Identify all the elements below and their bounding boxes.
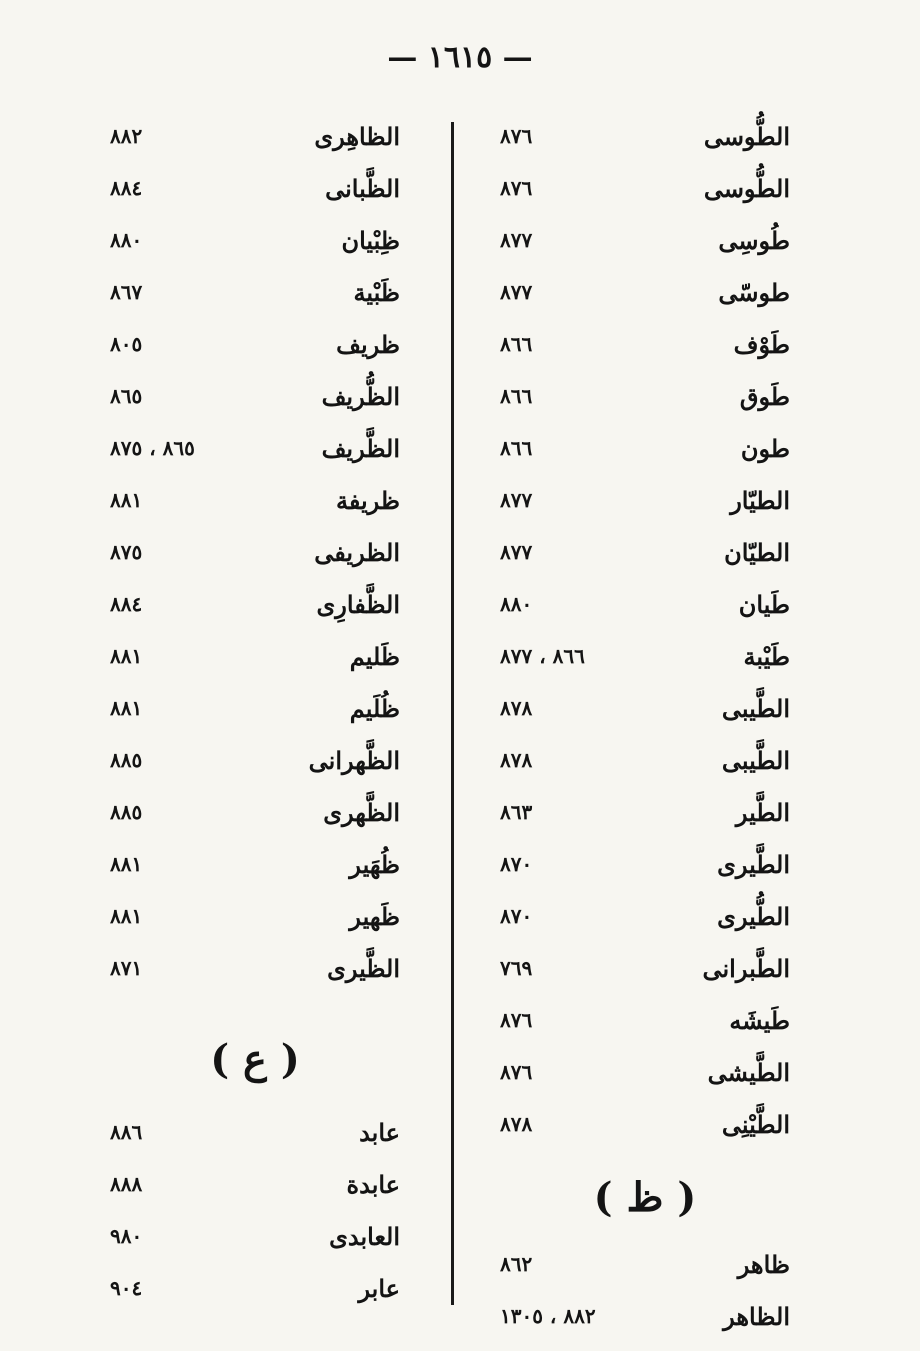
entry-name: ظريفة (335, 485, 400, 515)
entry-pages: ٨٧٨ (500, 696, 533, 720)
index-entry (500, 994, 790, 1046)
index-entry (500, 838, 790, 890)
entry-name: الطيّار (730, 485, 790, 515)
index-entry (110, 214, 400, 266)
entry-name: ظَبْية (353, 277, 400, 307)
entry-name: عابد (359, 1117, 400, 1147)
entry-pages: ٨٧٧ (500, 228, 533, 252)
index-entry (110, 682, 400, 734)
entry-name: ظاهر (737, 1249, 790, 1279)
entry-name: الظَّفارِى (316, 589, 400, 619)
entry-name: الظَّيرى (327, 953, 400, 983)
entry-pages: ٨٧٦ (500, 176, 533, 200)
index-entry (500, 422, 790, 474)
entry-name: ظريف (336, 329, 400, 359)
entry-pages: ٨٧٦ (500, 124, 533, 148)
entry-name: ظُهَير (349, 849, 400, 879)
entry-pages: ٨٧٨ (500, 1112, 533, 1136)
entry-pages: ٨٨٦ (110, 1120, 143, 1144)
entry-name: الطَّيرى (717, 849, 790, 879)
entry-name: العابدى (329, 1221, 400, 1251)
entry-pages: ٨٨١ (110, 488, 143, 512)
index-entry (500, 786, 790, 838)
index-entry (110, 526, 400, 578)
index-entry (110, 422, 400, 474)
entry-pages: ٨٧٠ (500, 904, 533, 928)
entry-name: الظَّبانى (325, 173, 400, 203)
index-entry (110, 318, 400, 370)
index-entry (500, 266, 790, 318)
index-entry (110, 734, 400, 786)
entry-name: الظريفى (314, 537, 400, 567)
entry-name: الطَّيبى (721, 693, 790, 723)
index-entry (110, 370, 400, 422)
entry-pages: ٨٨٢ ، ١٣٠٥ (500, 1304, 596, 1328)
index-entry (500, 526, 790, 578)
entry-name: ظُلَيم (349, 693, 400, 723)
entry-pages: ٨٨٥ (110, 748, 143, 772)
entry-name: الطَّبرانى (702, 953, 790, 983)
index-entry (110, 786, 400, 838)
index-entry (500, 1238, 790, 1290)
entry-pages: ٨٨١ (110, 852, 143, 876)
entry-pages: ٨٧٦ (500, 1008, 533, 1032)
entry-name: عابدة (346, 1169, 400, 1199)
entry-pages: ٨٨٨ (110, 1172, 143, 1196)
entry-pages: ٨٧٧ (500, 540, 533, 564)
entry-name: طُوسِى (718, 225, 790, 255)
entry-name: الطَّيشى (707, 1057, 790, 1087)
entry-pages: ٨٦٥ ، ٨٧٥ (110, 436, 195, 460)
index-entry (500, 1046, 790, 1098)
entry-pages: ٨٦٦ (500, 436, 533, 460)
entry-name: الطيّان (724, 537, 790, 567)
index-entry (110, 110, 400, 162)
entry-name: طوسّى (718, 277, 790, 307)
entry-name: طَيشَه (729, 1005, 790, 1035)
index-entry (110, 942, 400, 994)
index-entry (110, 474, 400, 526)
entry-pages: ٨٨٥ (110, 800, 143, 824)
entry-name: الظَّريف (321, 433, 400, 463)
entry-pages: ٨٨٤ (110, 592, 143, 616)
entry-pages: ٨٨١ (110, 644, 143, 668)
index-entry (500, 942, 790, 994)
index-entry (110, 1262, 400, 1314)
index-entry (500, 162, 790, 214)
entry-name: الظاهِرى (314, 121, 400, 151)
left-section-entry-list (110, 1106, 400, 1314)
section-heading-ain: ( ع ) (210, 1036, 300, 1083)
entry-name: الطُّوسى (703, 173, 790, 203)
entry-name: الظَّهرانى (308, 745, 400, 775)
index-entry (110, 1210, 400, 1262)
column-divider (451, 122, 454, 1305)
entry-name: طَوق (739, 381, 790, 411)
index-entry (500, 890, 790, 942)
right-column (500, 110, 790, 1342)
entry-name: الظَّهرى (323, 797, 400, 827)
entry-pages: ٨٨٢ (110, 124, 143, 148)
entry-pages: ٨٧٧ (500, 280, 533, 304)
entry-name: الظاهر (723, 1301, 790, 1331)
entry-pages: ٨٦٧ (110, 280, 143, 304)
index-entry (500, 1290, 790, 1342)
entry-name: الظُّريف (321, 381, 400, 411)
entry-pages: ٨٦٦ (500, 384, 533, 408)
section-heading-zah: ( ظ ) (593, 1174, 697, 1221)
entry-pages: ٨٨١ (110, 696, 143, 720)
entry-pages: ٨٦٢ (500, 1252, 533, 1276)
entry-name: الطَّير (735, 797, 790, 827)
entry-pages: ٨٦٣ (500, 800, 533, 824)
index-entry (500, 578, 790, 630)
entry-pages: ٨٧٨ (500, 748, 533, 772)
entry-pages: ٨٦٦ ، ٨٧٧ (500, 644, 585, 668)
index-entry (110, 162, 400, 214)
entry-name: عابر (358, 1273, 400, 1303)
index-entry (110, 890, 400, 942)
entry-name: الطَّيبى (721, 745, 790, 775)
left-entry-list (110, 110, 400, 994)
index-entry (110, 266, 400, 318)
entry-name: ظِبْيان (341, 225, 400, 255)
index-entry (500, 630, 790, 682)
entry-name: ظَهير (349, 901, 400, 931)
entry-pages: ٩٨٠ (110, 1224, 143, 1248)
index-entry (110, 578, 400, 630)
entry-name: الطُّيرى (717, 901, 790, 931)
entry-pages: ٨٧٦ (500, 1060, 533, 1084)
entry-name: طَيان (738, 589, 790, 619)
entry-pages: ٨٠٥ (110, 332, 143, 356)
entry-pages: ٨٨٤ (110, 176, 143, 200)
entry-pages: ٩٠٤ (110, 1276, 143, 1300)
index-entry (500, 682, 790, 734)
index-entry (500, 734, 790, 786)
entry-name: طون (740, 433, 790, 463)
entry-name: ظَليم (349, 641, 400, 671)
index-entry (500, 474, 790, 526)
index-entry (110, 1106, 400, 1158)
entry-pages: ٨٦٦ (500, 332, 533, 356)
index-entry (500, 214, 790, 266)
entry-pages: ٨٨١ (110, 904, 143, 928)
entry-name: الطَّيْنِى (721, 1109, 790, 1139)
index-entry (500, 1098, 790, 1150)
index-entry (110, 630, 400, 682)
index-entry (110, 1158, 400, 1210)
page-number: — ١٦١٥ — (387, 40, 533, 75)
entry-name: طَيْبة (743, 641, 790, 671)
index-entry (500, 110, 790, 162)
entry-pages: ٨٨٠ (110, 228, 143, 252)
entry-pages: ٨٨٠ (500, 592, 533, 616)
index-entry (110, 838, 400, 890)
entry-pages: ٨٧٧ (500, 488, 533, 512)
right-section-entry-list (500, 1238, 790, 1342)
entry-pages: ٧٦٩ (500, 956, 533, 980)
entry-pages: ٨٧٥ (110, 540, 143, 564)
entry-pages: ٨٦٥ (110, 384, 143, 408)
entry-pages: ٨٧١ (110, 956, 143, 980)
entry-pages: ٨٧٠ (500, 852, 533, 876)
entry-name: طَوْف (733, 329, 790, 359)
left-column (110, 110, 400, 1314)
entry-name: الطُّوسى (703, 121, 790, 151)
index-entry (500, 370, 790, 422)
index-entry (500, 318, 790, 370)
right-entry-list (500, 110, 790, 1150)
